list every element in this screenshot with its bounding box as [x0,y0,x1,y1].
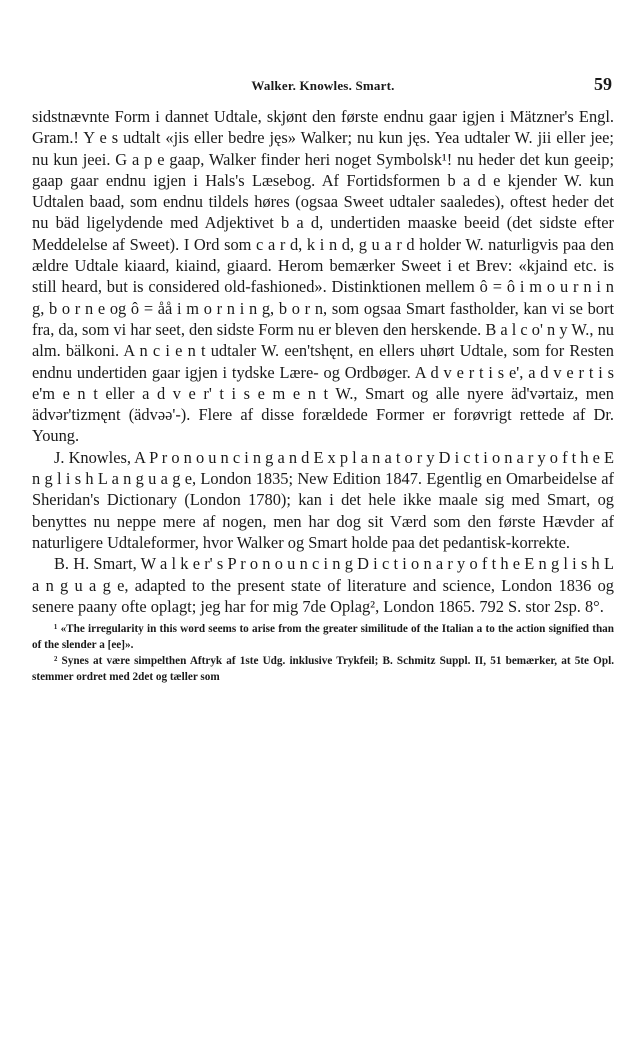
paragraph-smart: B. H. Smart, W a l k e r' s P r o n o u n c i n g D i c t i o n a r y o f t h e E n g l i s h L a n g u a g e, adapted to the present state of literature and science, London 1836 og senere paany ofte oplagt; jeg har for mig 7de Oplag², London 1865. 792 S. stor 2sp. 8°. [32,554,614,616]
running-header [32,72,614,106]
running-title: Walker. Knowles. Smart. [251,78,395,93]
page-number: 59 [594,74,612,94]
paragraph-walker-continued: sidstnævnte Form i dannet Udtale, skjønt den første endnu gaar igjen i Mätzner's Engl. Gram.! Y e s udtalt «jis eller bedre jęs» Walker; nu kun jęs. Yea udtaler W. jii eller jee; nu kun jeei. G a p e gaap, Walker finder heri noget Symbolsk¹! nu heder det kun geeip; gaap gaar endnu igjen i Hals's Læsebog. Af Fortidsformen b a d e kjender W. kun Udtalen baad, som endnu tildels høres (ogsaa Sweet udtaler saaledes), oftest heder det nu bäd ligelydende med Adjektivet b a d, undertiden maaske beeid (det sidste efter Meddelelse af Sweet). I Ord som c a r d, k i n d, g u a r d holder W. naturligvis paa den ældre Udtale kiaard, kiaind, giaard. Herom bemærker Sweet i et Brev: «kjaind etc. is still heard, but is considered old-fashioned». Distinktionen mellem ô = ô i m o u r n i n g, b o r n e og ô = åå i m o r n i n g, b o r n, som ogsaa Smart fastholder, kan vi se bort fra, da, som vi har seet, den sidste Form nu er bleven den herskende. B a l c o' n y W., nu alm. bälkoni. A n c i e n t udtaler W. een'tshęnt, en ellers uhørt Udtale, som for Resten endnu undertiden gaar igjen i tydske Lære- og Ordbøger. A d v e r t i s e', a d v e r t i s e'm e n t eller a d v e r' t i s e m e n t W., Smart og alle nyere äd'vərtaiz, men ädvər'tizmęnt (ädvəə'-). Flere af disse forældede Former er forøvrigt rettede af Dr. Young. [32,107,614,446]
footnote-1: ¹ «The irregularity in this word seems to arise from the greater similitude of the Italian a to the action signified than of the slender a [ee]». [32,623,614,652]
book-page [32,72,614,685]
footnotes [32,621,614,685]
footnote-2: ² Synes at være simpelthen Aftryk af 1ste Udg. inklusive Trykfeil; B. Schmitz Suppl. II, 51 bemærker, at 5te Opl. stemmer ordret med 2det og tæller som [32,655,614,684]
body-text [32,106,614,617]
paragraph-knowles: J. Knowles, A P r o n o u n c i n g a n d E x p l a n a t o r y D i c t i o n a r y o f t h e E n g l i s h L a n g u a g e, London 1835; New Edition 1847. Egentlig en Omarbeidelse af Sheridan's Dictionary (London 1780); kan i det hele ikke maale sig med Smart, og benyttes nu neppe mere af nogen, men har dog sit Værd som den første Hævder af naturligere Udtaleformer, hvor Walker og Smart holde paa det pedantisk-korrekte. [32,447,614,552]
